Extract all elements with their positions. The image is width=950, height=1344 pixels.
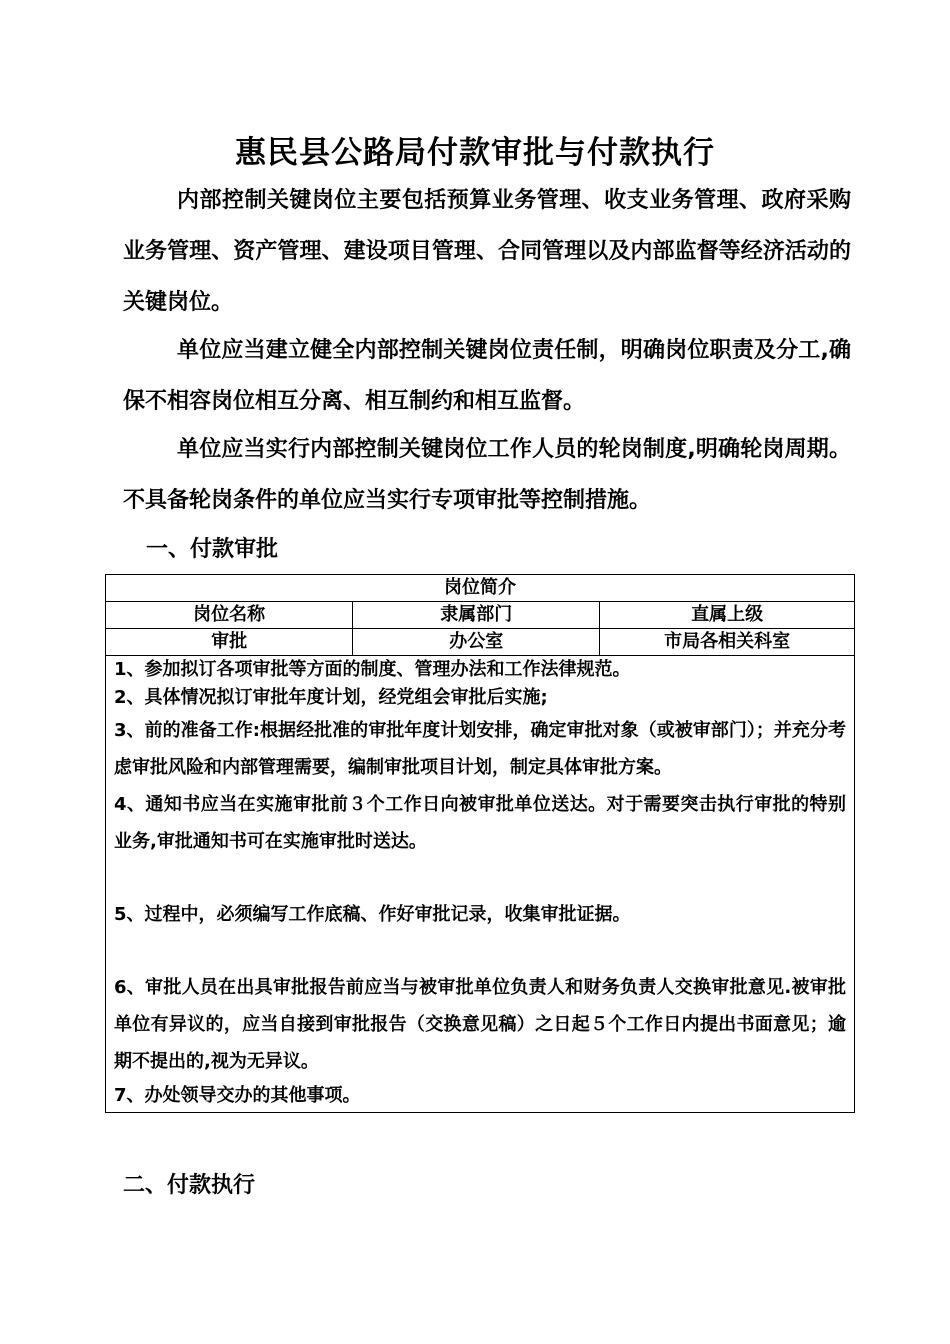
- intro-paragraph-1: 内部控制关键岗位主要包括预算业务管理、收支业务管理、政府采购业务管理、资产管理、建设项目管理、合同管理以及内部监督等经济活动的关键岗位。: [123, 188, 851, 315]
- header-supervisor: 直属上级: [600, 602, 855, 629]
- duty-item-3: 3、前的准备工作:根据经批准的审批年度计划安排，确定审批对象（或被审部门）；并充分考虑审批风险和内部管理需要，编制审批项目计划，制定具体审批方案。: [114, 720, 846, 778]
- spacer: [114, 860, 846, 896]
- table-caption: 岗位简介: [106, 575, 855, 602]
- spacer: [114, 933, 846, 969]
- section-heading-payment-execution: 二、付款执行: [123, 1173, 256, 1198]
- header-department: 隶属部门: [353, 602, 600, 629]
- table-header-row: [106, 602, 855, 629]
- cell-supervisor: 市局各相关科室: [600, 629, 855, 656]
- table-row: [106, 629, 855, 656]
- duty-item-5: 5、过程中，必须编写工作底稿、作好审批记录，收集审批证据。: [114, 904, 631, 925]
- cell-position-name: 审批: [106, 629, 353, 656]
- duty-item-1: 1、参加拟订各项审批等方面的制度、管理办法和工作法律规范。: [114, 659, 631, 680]
- duties-cell: [106, 656, 855, 1113]
- cell-department: 办公室: [353, 629, 600, 656]
- duty-item-7: 7、办处领导交办的其他事项。: [114, 1085, 361, 1106]
- header-position-name: 岗位名称: [106, 602, 353, 629]
- document-title: 惠民县公路局付款审批与付款执行: [235, 135, 715, 171]
- position-info-table: [105, 574, 855, 1113]
- duty-item-4: 4、通知书应当在实施审批前３个工作日向被审批单位送达。对于需要突击执行审批的特别业务,审批通知书可在实施审批时送达。: [114, 794, 846, 852]
- section-heading-payment-approval: 一、付款审批: [146, 537, 279, 562]
- intro-paragraph-2: 单位应当建立健全内部控制关键岗位责任制，明确岗位职责及分工,确保不相容岗位相互分离、相互制约和相互监督。: [123, 338, 851, 414]
- duty-item-2: 2、具体情况拟订审批年度计划，经党组会审批后实施;: [114, 687, 548, 708]
- intro-paragraph-3: 单位应当实行内部控制关键岗位工作人员的轮岗制度,明确轮岗周期。不具备轮岗条件的单位应当实行专项审批等控制措施。: [123, 437, 851, 513]
- duty-item-6: 6、审批人员在出具审批报告前应当与被审批单位负责人和财务负责人交换审批意见.被审批单位有异议的，应当自接到审批报告（交换意见稿）之日起５个工作日内提出书面意见；逾期不提出的,视为无异议。: [114, 977, 846, 1072]
